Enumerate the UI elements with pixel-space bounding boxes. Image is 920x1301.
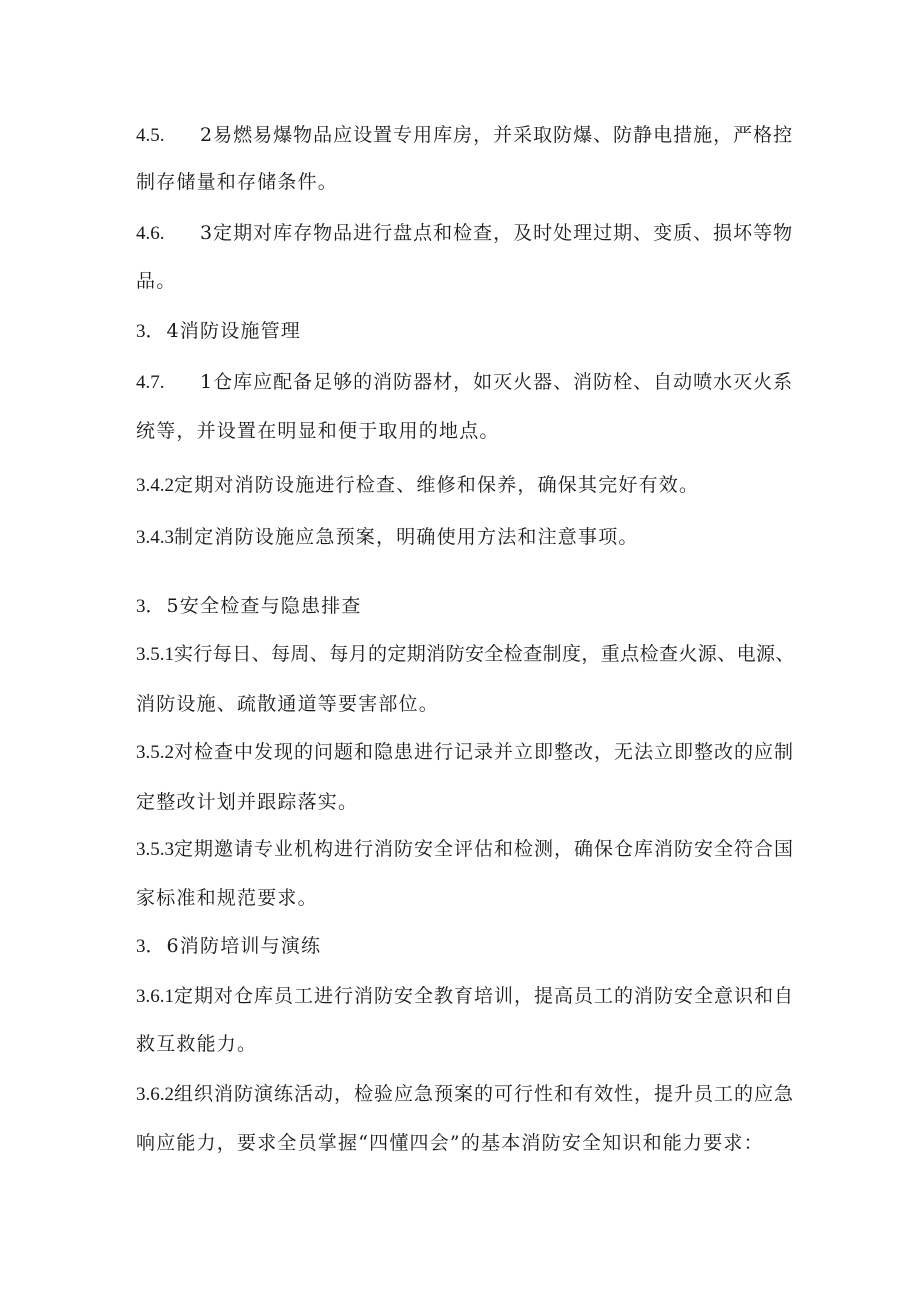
item-number: 3.5.1 bbox=[136, 644, 174, 665]
item-number: 4.7. bbox=[136, 372, 165, 393]
section-number: 3． bbox=[136, 936, 165, 957]
section-number: 3． bbox=[136, 321, 165, 342]
line-text: 2易燃易爆物品应设置专用库房，并采取防爆、防静电措施，严格控 bbox=[200, 124, 794, 146]
paragraph-line bbox=[136, 220, 796, 247]
paragraph-line bbox=[136, 1031, 796, 1057]
line-text: 统等，并设置在明显和便于取用的地点。 bbox=[136, 420, 500, 442]
heading-text: 5安全检查与隐患排查 bbox=[166, 595, 362, 617]
item-number: 3.6.1 bbox=[136, 986, 174, 1007]
line-text: 制存储量和存储条件。 bbox=[136, 171, 339, 193]
item-number: 3.5.2 bbox=[136, 742, 174, 763]
line-text: 组织消防演练活动，检验应急预案的可行性和有效性，提升员工的应急 bbox=[174, 1083, 795, 1105]
item-number: 3.4.2 bbox=[136, 475, 174, 496]
paragraph-line bbox=[136, 1130, 796, 1156]
line-text: 对检查中发现的问题和隐患进行记录并立即整改，无法立即整改的应制 bbox=[174, 741, 795, 763]
line-text: 定整改计划并跟踪落实。 bbox=[136, 791, 359, 813]
item-number: 3.4.3 bbox=[136, 527, 174, 548]
paragraph-line bbox=[136, 524, 796, 551]
line-text: 定期邀请专业机构进行消防安全评估和检测，确保仓库消防安全符合国 bbox=[174, 838, 795, 860]
heading-text: 6消防培训与演练 bbox=[166, 935, 322, 957]
line-text: 制定消防设施应急预案，明确使用方法和注意事项。 bbox=[174, 526, 639, 548]
paragraph-line bbox=[136, 169, 796, 195]
paragraph-line bbox=[136, 885, 796, 911]
line-text: 定期对仓库员工进行消防安全教育培训，提高员工的消防安全意识和自 bbox=[174, 985, 795, 1007]
paragraph-line bbox=[136, 418, 796, 444]
section-heading bbox=[136, 933, 796, 960]
paragraph-line bbox=[136, 122, 796, 149]
paragraph-line bbox=[136, 789, 796, 815]
line-text: 3定期对库存物品进行盘点和检查，及时处理过期、变质、损坏等物 bbox=[200, 222, 794, 244]
line-text: 消防设施、疏散通道等要害部位。 bbox=[136, 693, 440, 715]
paragraph-line bbox=[136, 983, 796, 1010]
item-number: 4.6. bbox=[136, 223, 165, 244]
section-heading bbox=[136, 593, 796, 620]
line-text: 响应能力，要求全员掌握“四懂四会”的基本消防安全知识和能力要求： bbox=[136, 1132, 764, 1154]
line-text: 家标准和规范要求。 bbox=[136, 887, 318, 909]
paragraph-line bbox=[136, 739, 796, 766]
section-number: 3． bbox=[136, 596, 165, 617]
line-text: 定期对消防设施进行检查、维修和保养，确保其完好有效。 bbox=[174, 474, 700, 496]
line-text: 救互救能力。 bbox=[136, 1033, 258, 1055]
paragraph-line bbox=[136, 1081, 796, 1108]
item-number: 3.5.3 bbox=[136, 839, 174, 860]
line-text: 实行每日、每周、每月的定期消防安全检查制度，重点检查火源、电源、 bbox=[174, 643, 795, 665]
item-number: 3.6.2 bbox=[136, 1084, 174, 1105]
paragraph-line bbox=[136, 836, 796, 863]
heading-text: 4消防设施管理 bbox=[166, 320, 302, 342]
paragraph-line bbox=[136, 472, 796, 499]
paragraph-line bbox=[136, 268, 796, 294]
item-number: 4.5. bbox=[136, 125, 165, 146]
line-text: 1仓库应配备足够的消防器材，如灭火器、消防栓、自动喷水灭火系 bbox=[200, 371, 794, 393]
paragraph-line bbox=[136, 641, 796, 668]
paragraph-line bbox=[136, 369, 796, 396]
paragraph-line bbox=[136, 691, 796, 717]
line-text: 品。 bbox=[136, 270, 177, 292]
section-heading bbox=[136, 318, 796, 345]
